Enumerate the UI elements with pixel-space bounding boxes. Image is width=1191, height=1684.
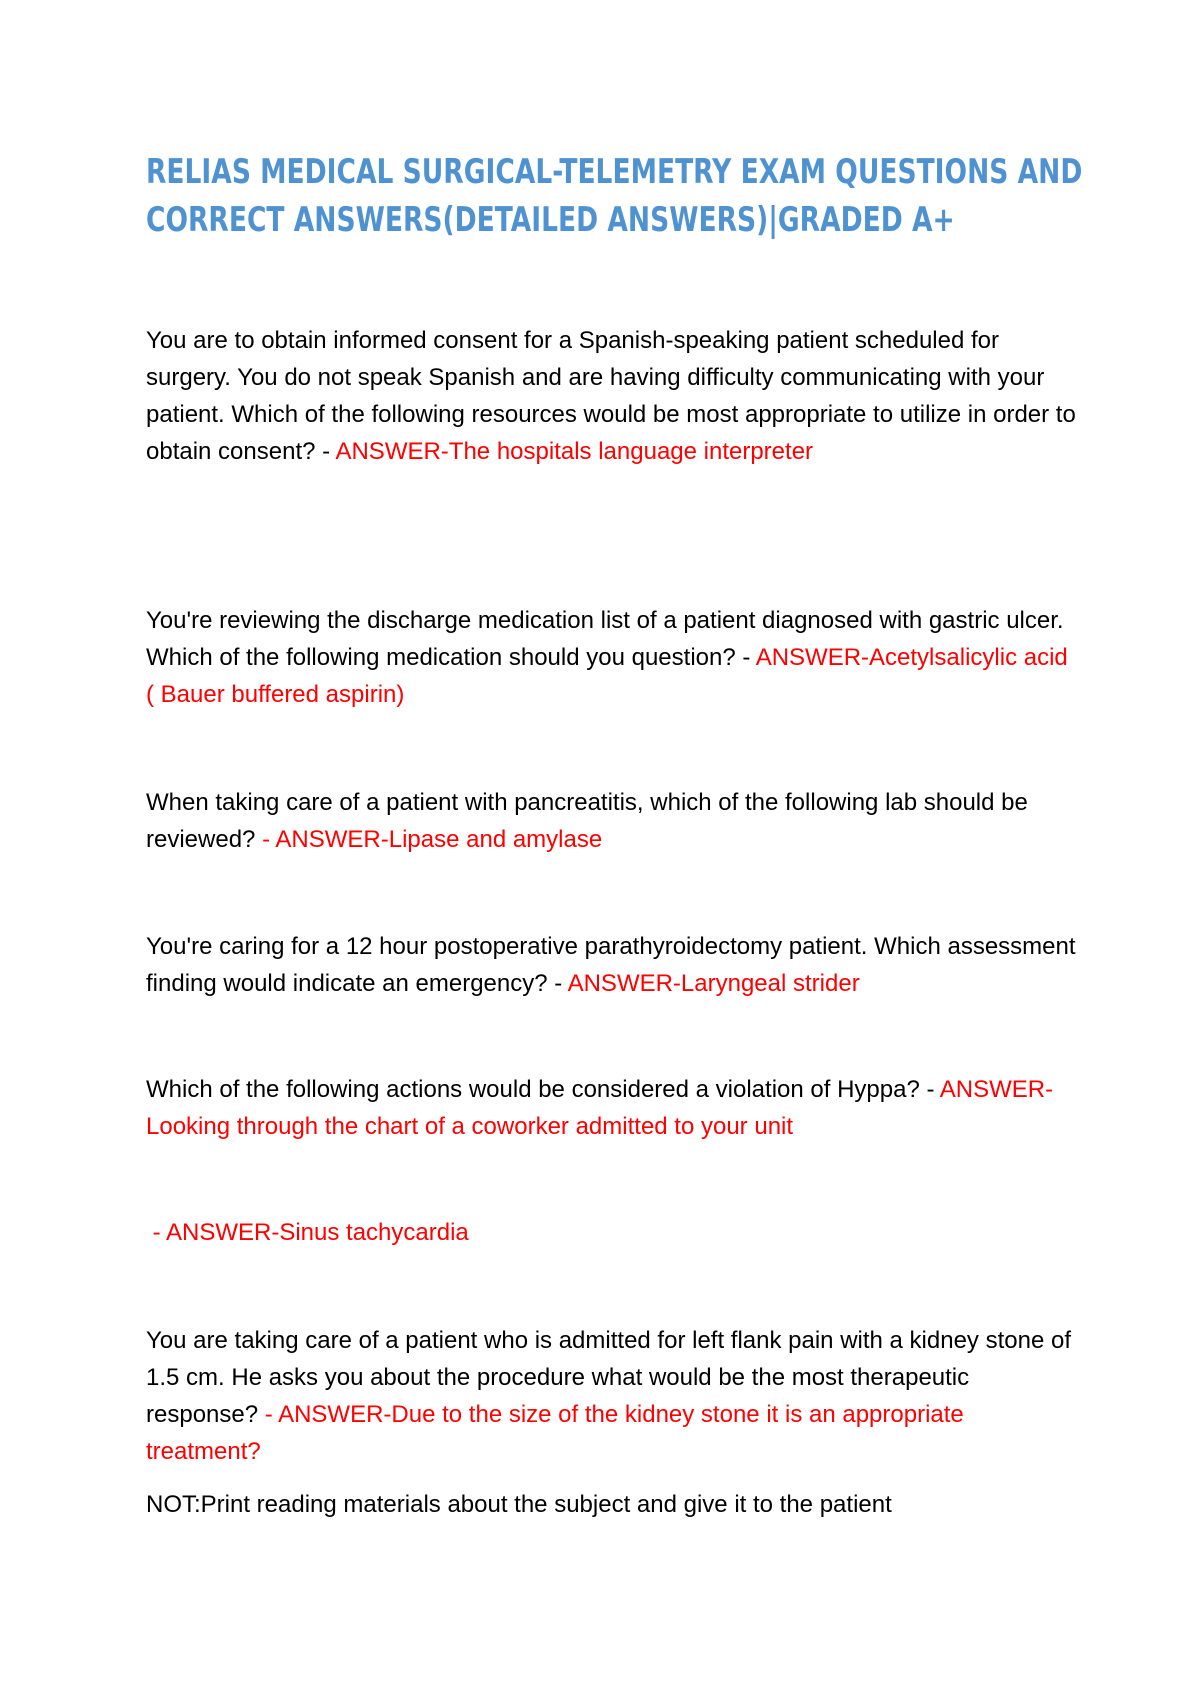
answer-text: ANSWER-Laryngeal strider: [567, 970, 860, 997]
qa-item-4: [146, 928, 1076, 1002]
question-text: You're caring for a 12 hour postoperative parathyroidectomy patient. Which assessment finding would indicate an emergency? -: [146, 933, 1076, 997]
question-text: You are to obtain informed consent for a Spanish-speaking patient scheduled for surgery. You do not speak Spanish and are having difficulty communicating with your patient. Which of the following resources would be most appropriate to utilize in order to obtain consent? -: [146, 327, 1076, 465]
question-text: When taking care of a patient with pancreatitis, which of the following lab should be reviewed?: [146, 789, 1028, 853]
answer-text: - ANSWER-Sinus tachycardia: [146, 1219, 469, 1246]
qa-item-8: [146, 1486, 1076, 1523]
document-title: [146, 148, 1083, 244]
qa-item-1: [146, 322, 1076, 470]
qa-item-5: [146, 1071, 1076, 1145]
question-text: NOT:Print reading materials about the subject and give it to the patient: [146, 1491, 892, 1518]
qa-item-6: [146, 1214, 1076, 1251]
question-text: You are taking care of a patient who is admitted for left flank pain with a kidney stone of 1.5 cm. He asks you about the procedure what would be the most therapeutic response?: [146, 1327, 1071, 1428]
answer-text: - ANSWER-Due to the size of the kidney stone it is an appropriate treatment?: [146, 1401, 964, 1465]
document-title-line-1: RELIAS MEDICAL SURGICAL-TELEMETRY EXAM QUESTIONS AND: [146, 152, 1083, 192]
qa-item-2: [146, 602, 1076, 713]
qa-item-3: [146, 784, 1076, 858]
answer-text: ANSWER-Acetylsalicylic acid ( Bauer buffered aspirin): [146, 644, 1068, 708]
answer-text: ANSWER-Looking through the chart of a coworker admitted to your unit: [146, 1076, 1054, 1140]
question-text: You're reviewing the discharge medication list of a patient diagnosed with gastric ulcer. Which of the following medication should you question? -: [146, 607, 1064, 671]
answer-text: - ANSWER-Lipase and amylase: [262, 826, 603, 853]
question-text: Which of the following actions would be considered a violation of Hyppa? -: [146, 1076, 940, 1103]
document-title-line-2: CORRECT ANSWERS(DETAILED ANSWERS)|GRADED A+: [146, 200, 955, 240]
answer-text: ANSWER-The hospitals language interpreter: [335, 438, 814, 465]
qa-item-7: [146, 1322, 1076, 1470]
